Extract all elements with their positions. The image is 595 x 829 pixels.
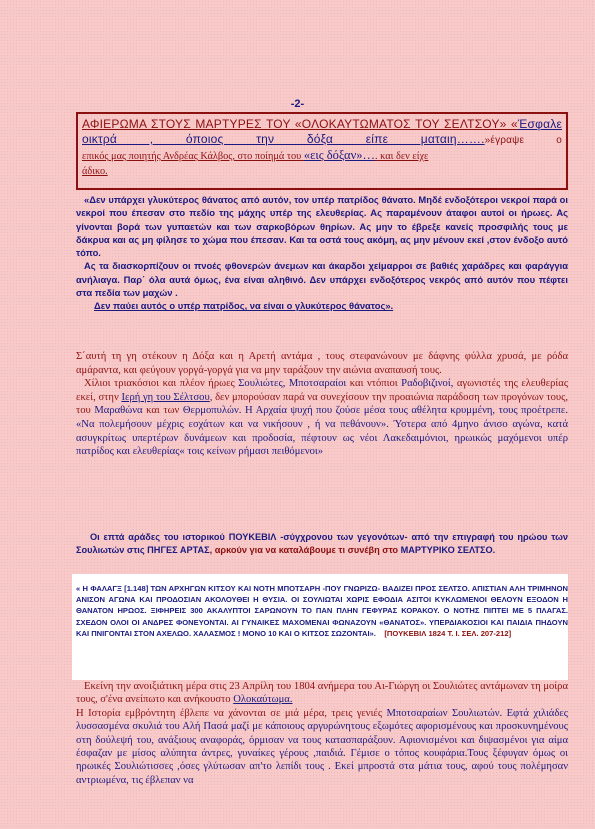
holy-land-seltso: Ιερή γη του Σέλτσου (121, 391, 210, 403)
dedication-title: ΑΦΙΕΡΩΜΑ ΣΤΟΥΣ ΜΑΡΤΥΡΕΣ ΤΟΥ «ΟΛΟΚΑΥΤΩΜΑΤΟΣ ΤΟΥ ΣΕΛΤΣΟΥ» « (82, 117, 518, 131)
marathon: Μαραθώνα (94, 405, 143, 417)
page-number: -2- (290, 98, 305, 110)
bold-paragraph-3: Δεν παύει αυτός ο υπέρ πατρίδος, να είναι ο γλυκύτερος θάνατος». (94, 300, 394, 312)
bold-paragraph-1: «Δεν υπάρχει γλυκύτερος θάνατος από αυτόν, τον υπέρ πατρίδος θάνατο. Μηδέ ενδοξότεροι νεκροί παρά οι νεκροί που έπεσαν στο πεδίο της μάχης υπέρ της ελευθερίας. Ας παραμένουν άταφοι αυτοί οι ήρωες. Ας γίνονται βορά των γυπαετών και των σαρκοβόρων θηρίων. Ας μην το έβρεξε κανείς προσφιλής τους με δάκρυα και ας μη φίλησε το χώμα που έπεσαν. Και τα οστά τους ακόμη, ας μην μένουν εκεί ,στον ένδοξο αυτό τόπο. (76, 194, 568, 259)
dedication-box (76, 112, 568, 190)
final-paragraph-2: Η Ιστορία εμβρόντητη έβλεπε να χάνονται σε μιά μέρα, τρεις γενιές Μποτσαραίων Σουλιωτών. Εφτά χιλιάδες λυσσασμένα σκυλιά του Αλή Πασά μαζί με κάποιους αργυρώνητους εξωμότες αφορισμένους και προσκυνημένους στη δούλεψή του, ανάξιους αναφοράς, όρμισαν να τους κατασπαράξουν. Αφιονισμένοι και διψασμένοι για αίμα έσφαζαν με μίσος αλύπητα άντρες, γυναίκες γέρους ,παιδιά. Γέμισε ο τόπος κουφάρια.Τους ξέφυγαν όμως οι ηρωικές Σουλιώτισσες ,όσες γλύτωσαν απ'το λεπίδι τους . Εκεί μπροστά στα μάτια τους, αφού τους πολέμησαν αντριωμένα, τις έβλεπαν να (76, 707, 569, 786)
final-block (76, 680, 568, 787)
radovizinoi: Ραδοβιζινοί, (401, 378, 454, 390)
souliotisses: Σουλιώτισσες (114, 761, 174, 773)
final-paragraph-1: Εκείνη την ανοιξιάτικη μέρα στις 23 Απρίλη του 1804 ανήμερα του Αι-Γιώργη οι Σουλιώτες αντάμωναν τη μοίρα τους, σ'ένα ανείπωτο και ανήκουστο Ολοκαύτωμα. (76, 681, 568, 706)
botsaris-souliotes: Μποτσαραίων Σουλιωτών. (386, 707, 503, 719)
bold-paragraph-2: Ας τα διασκορπίζουν οι πνοές φθονερών άνεμων και άκαρδοι χείμαρροι σε βαθιές χαράδρες και φαράγγια ανήλιαγα. Παρ΄ όλα αυτά όμως, ένα είναι αληθινό. Δεν υπάρχει ενδοξότερος νεκρός από αυτόν που πέφτει στα πεδία των μαχών . (76, 260, 568, 299)
dedication-line-2 (82, 148, 562, 164)
bold-quote-block (76, 193, 568, 313)
martyric-seltso: ΜΑΡΤΥΡΙΚΟ ΣΕΛΤΣΟ. (400, 545, 496, 556)
serif-paragraph-1: Σ΄αυτή τη γη στέκουν η Δόξα και η Αρετή αντάμα , τους στεφανώνουν με δάφνης φύλλα χρυσά, με ρόδα αμάραντα, και φεύγουν γοργά-γοργά για να μην ταράξουν την αιώνια αναπαυσή τους. (76, 351, 568, 376)
inscription-text: « Η ΦΑΛΑΓΞ [1.148] ΤΩΝ ΑΡΧΗΓΩΝ ΚΙΤΣΟΥ ΚΑΙ ΝΟΤΗ ΜΠΟΤΣΑΡΗ -ΠΟΥ ΓΝΩΡΙΖΩ- ΒΑΔΙΖΕΙ ΠΡΟΣ ΣΕΛΤΣΟ. ΑΠΙΣΤΙΑΝ ΑΛΗ ΤΡΙΜΗΝΟΝ ΑΝΙΣΟΝ ΑΓΩΝΑ ΚΑΙ ΠΡΟΔΟΣΙΑΝ ΑΚΟΛΟΥΘΕΙ Η ΘΥΣΙΑ. ΟΙ ΣΟΥΛΙΩΤΑΙ ΧΩΡΙΣ ΕΦΟΔΙΑ ΑΣΙΤΟΙ ΚΥΚΛΩΜΕΝΟΙ ΘΕΛΟΥΝ ΕΞΟΔΟΝ Η ΘΑΝΑΤΟΝ ΗΡΩΟΣ. ΞΙΦΗΡΕΙΣ 300 ΑΚΑΛΥΠΤΟΙ ΣΑΡΩΝΟΥΝ ΤΟ ΠΑΝ ΠΛΗΝ ΓΕΦΥΡΑΣ ΚΟΡΑΚΟΥ. Ο ΝΟΤΗΣ ΠΙΠΤΕΙ ΜΕ 5 ΠΛΑΓΑΣ. ΣΧΕΔΟΝ ΟΛΟΙ ΟΙ ΑΝΔΡΕΣ ΦΟΝΕΥΟΝΤΑΙ. ΑΙ ΓΥΝΑΙΚΕΣ ΜΑΧΟΜΕΝΑΙ ΦΩΝΑΖΟΥΝ «ΘΑΝΑΤΟΣ». ΥΠΕΡΔΙΑΚΟΣΙΟΙ ΚΑΙ ΠΑΙΔΙΑ ΠΗΔΟΥΝ ΚΑΙ ΠΝΙΓΟΝΤΑΙ ΣΤΟΝ ΑΧΕΛΩΟ. ΧΑΛΑΣΜΟΣ ! ΜΟΝΟ 10 ΚΑΙ Ο ΚΙΤΣΟΣ ΣΩΖΟΝΤΑΙ». [ΠΟΥΚΕΒΙΛ 1824 Τ. Ι. ΣΕΛ. 207-212] (76, 584, 568, 638)
dedication-quote: Έσφαλε οικτρά , όποιος την δόξα είπε ματαιη……. (82, 117, 562, 146)
pouqueville-ref: ΠΟΥΚΕΒΙΛ -σύγχρονου των γεγονότων- από την επιγραφή του ηρώου των Σουλιωτών στις ΠΗΓΕΣ ΑΡΤΑΣ (76, 532, 568, 556)
dedication-line-3: άδικο. (82, 166, 108, 177)
thermopylae: Θερμοπυλών (182, 405, 239, 417)
inscription-source: [ΠΟΥΚΕΒΙΛ 1824 Τ. Ι. ΣΕΛ. 207-212] (384, 628, 512, 638)
dedication-poem: «εις δόξαν»… (303, 148, 375, 162)
epigraph-intro: Οι επτά αράδες του ιστορικού ΠΟΥΚΕΒΙΛ -σύγχρονου των γεγονότων- από την επιγραφή του ηρώου των Σουλιωτών στις ΠΗΓΕΣ ΑΡΤΑΣ, αρκούν για να καταλάβουμε τι συνέβη στο ΜΑΡΤΥΡΙΚΟ ΣΕΛΤΣΟ. (76, 532, 568, 556)
dedication-poet: επικός μας ποιητής Ανδρέας Κάλβος, στο ποίημά του (82, 151, 304, 162)
serif-block (76, 350, 568, 459)
dedication-post: . και δεν είχε (374, 151, 429, 162)
dedication-wrote: »έγραψε ο (484, 135, 563, 146)
souliotes: Σουλιώτες, Μποτσαραίοι (238, 378, 347, 390)
holocaust-word: Ολοκαύτωμα. (233, 694, 293, 706)
dedication-line-1 (82, 117, 562, 148)
serif-paragraph-2: Χίλιοι τριακόσιοι και πλέον ήρωες Σουλιώτες, Μποτσαραίοι και ντόπιοι Ραδοβιζινοί, αγωνιστές της ελευθερίας εκεί, στην Ιερή γη του Σέλτσου, δεν μπορούσαν παρά να συνεχίσουν την προαιώνια παράδοση των προγόνων τους, του Μαραθώνα και των Θερμοπυλών. Η Αρχαία ψυχή που ζούσε μέσα τους αθέλητα κρυμμένη, τους προέτρεπε. «Να πολεμήσουν μέχρις εσχάτων και να νικήσουν , ή να πεθάνουν». Ύστερα από 4μηνο άνισο αγώνα, κατά ασυγκρίτως υπερτέρων δυνάμεων και προδοσία, πέφτουν ως νέοι Λακεδαιμόνιοι, ηρωικώς μαχόμενοι υπέρ πατρίδος και ελευθερίας« τοις κείνων ρήμασι πειθόμενοι» (76, 378, 569, 458)
